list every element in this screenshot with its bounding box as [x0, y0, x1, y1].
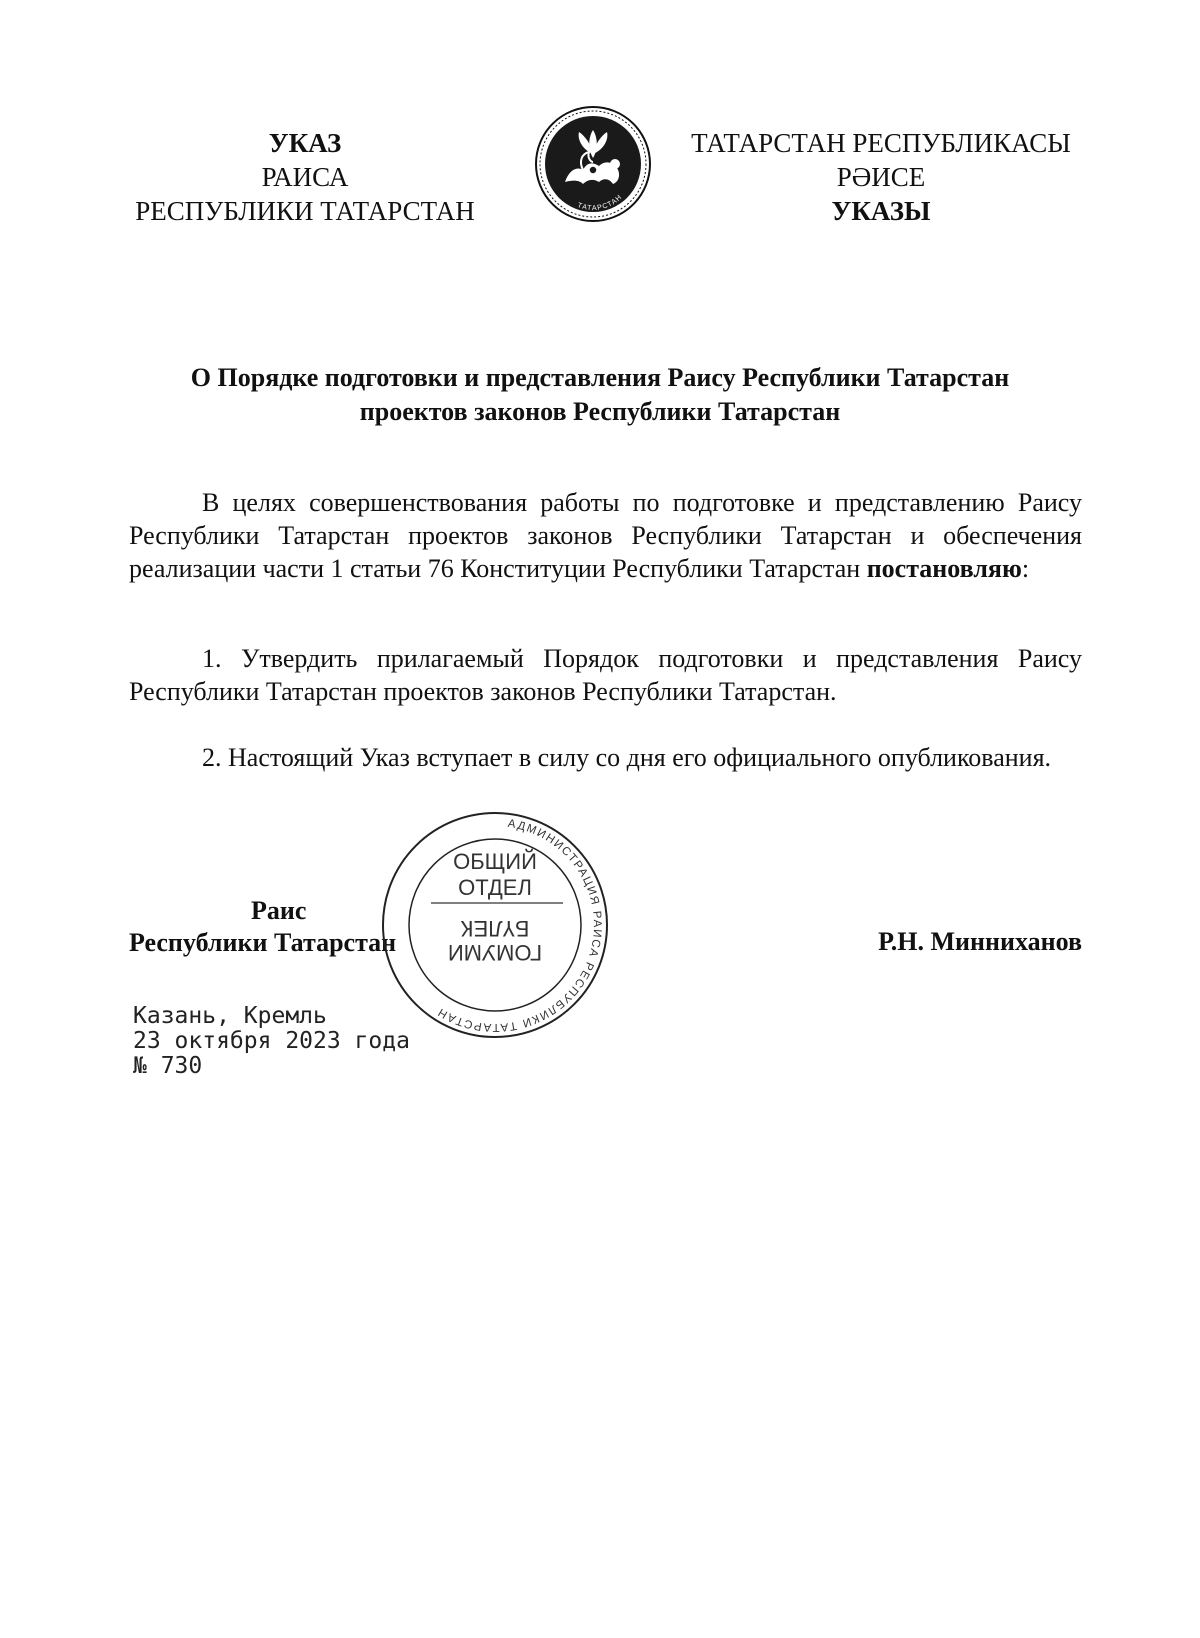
header-left-line-3: РЕСПУБЛИКИ ТАТАРСТАН [135, 196, 475, 226]
header-right-line-3: УКАЗЫ [831, 196, 931, 226]
place-date-block [133, 1004, 410, 1079]
signatory-republic: Республики Татарстан [129, 928, 397, 957]
header-right-line-1: ТАТАРСТАН РЕСПУБЛИКАСЫ [691, 128, 1071, 158]
decree-keyword: постановляю [866, 554, 1022, 583]
signatory-role: Раис [251, 896, 307, 925]
stamp-line-1: ОБЩИЙ [453, 849, 537, 874]
title-line-1: О Порядке подготовки и представления Раису Республики Татарстан [190, 363, 1010, 392]
clause-2-text: 2. Настоящий Указ вступает в силу со дня его официального опубликования. [202, 743, 1052, 772]
place: Казань, Кремль [133, 1003, 327, 1029]
date: 23 октября 2023 года [133, 1028, 410, 1054]
title-line-2: проектов законов Республики Татарстан [359, 397, 841, 426]
decree-title [120, 361, 1080, 429]
preamble-text: В целях совершенствования работы по подготовке и представлению Раису Республики Татарстан проектов законов Республики Татарстан и обеспечения реализации части 1 статьи 76 Конституции Республики Татарстан [129, 488, 1082, 583]
stamp-line-3: БҮЛЕК [460, 916, 530, 941]
stamp-line-2: ОТДЕЛ [458, 875, 532, 900]
header-left-line-1: УКАЗ [268, 128, 342, 158]
header-right-line-2: РӘИСЕ [836, 162, 926, 192]
stamp-ring-text: АДМИНИСТРАЦИЯ РАИСА РЕСПУБЛИКИ ТАТАРСТАН [435, 817, 603, 1034]
official-stamp-icon [375, 805, 615, 1045]
header-tatar [676, 126, 1086, 228]
preamble-tail: : [1021, 554, 1030, 583]
header-russian [120, 126, 490, 228]
decree-number: № 730 [133, 1053, 203, 1079]
signatory-name: Р.Н. Минниханов [878, 927, 1082, 956]
clause-2 [129, 741, 1082, 774]
clause-1 [129, 642, 1082, 708]
header-left-line-2: РАИСА [261, 162, 349, 192]
emblem-caption: ТАТАРСТАН [576, 193, 624, 213]
tatarstan-coat-of-arms-icon [533, 104, 653, 224]
clause-1-text: 1. Утвердить прилагаемый Порядок подготовки и представления Раису Республики Татарстан проектов законов Республики Татарстан. [129, 644, 1082, 706]
stamp-line-4: ГОМУМИ [447, 940, 543, 965]
preamble-paragraph [129, 486, 1082, 585]
